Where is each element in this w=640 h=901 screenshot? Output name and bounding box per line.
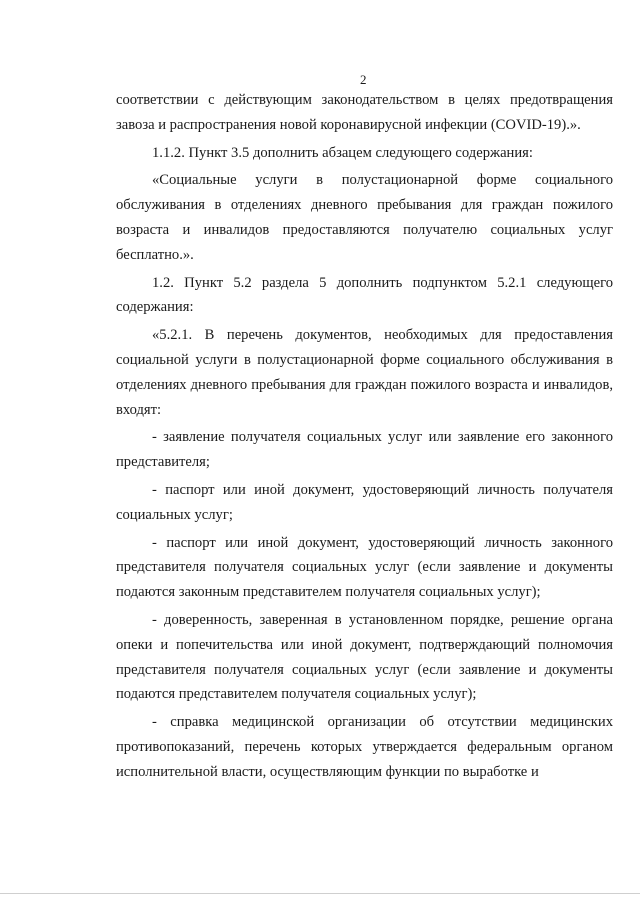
list-item-passport-recipient: - паспорт или иной документ, удостоверяющий личность получателя социальных услуг; [116,481,613,523]
paragraph-free-services: «Социальные услуги в полустационарной форме социального обслуживания в отделениях дневного пребывания для граждан пожилого возраста и инвалидов предоставляются получателю социальных услуг бесплатно.». [116,172,613,263]
list-item-power-of-attorney: - доверенность, заверенная в установленном порядке, решение органа опеки и попечительства или иной документ, подтверждающий полномочия представителя получателя социальных услуг (если заявление и документы подаются представителем получателя социальных услуг); [116,611,613,703]
paragraph-item-5-2-1: «5.2.1. В перечень документов, необходимых для предоставления социальной услуги в полустационарной форме социального обслуживания в отделениях дневного пребывания для граждан пожилого возраста и инвалидов, входят: [116,327,613,418]
page-number: 2 [360,72,367,87]
paragraph-item-1-2: 1.2. Пункт 5.2 раздела 5 дополнить подпунктом 5.2.1 следующего содержания: [116,274,613,316]
page-bottom-edge [0,893,640,894]
document-body [116,88,613,785]
list-item-medical-certificate: - справка медицинской организации об отсутствии медицинских противопоказаний, перечень которых утверждается федеральным органом исполнительной власти, осуществляющим функции по выработке и [116,714,613,780]
paragraph-item-1-1-2: 1.1.2. Пункт 3.5 дополнить абзацем следующего содержания: [152,144,533,161]
list-item-passport-representative: - паспорт или иной документ, удостоверяющий личность законного представителя получателя социальных услуг (если заявление и документы подаются законным представителем получателя социальных услуг); [116,534,613,601]
list-item-application: - заявление получателя социальных услуг или заявление его законного представителя; [116,429,613,471]
paragraph-covid-context: соответствии с действующим законодательством в целях предотвращения завоза и распространения новой коронавирусной инфекции (COVID-19).». [116,92,613,133]
